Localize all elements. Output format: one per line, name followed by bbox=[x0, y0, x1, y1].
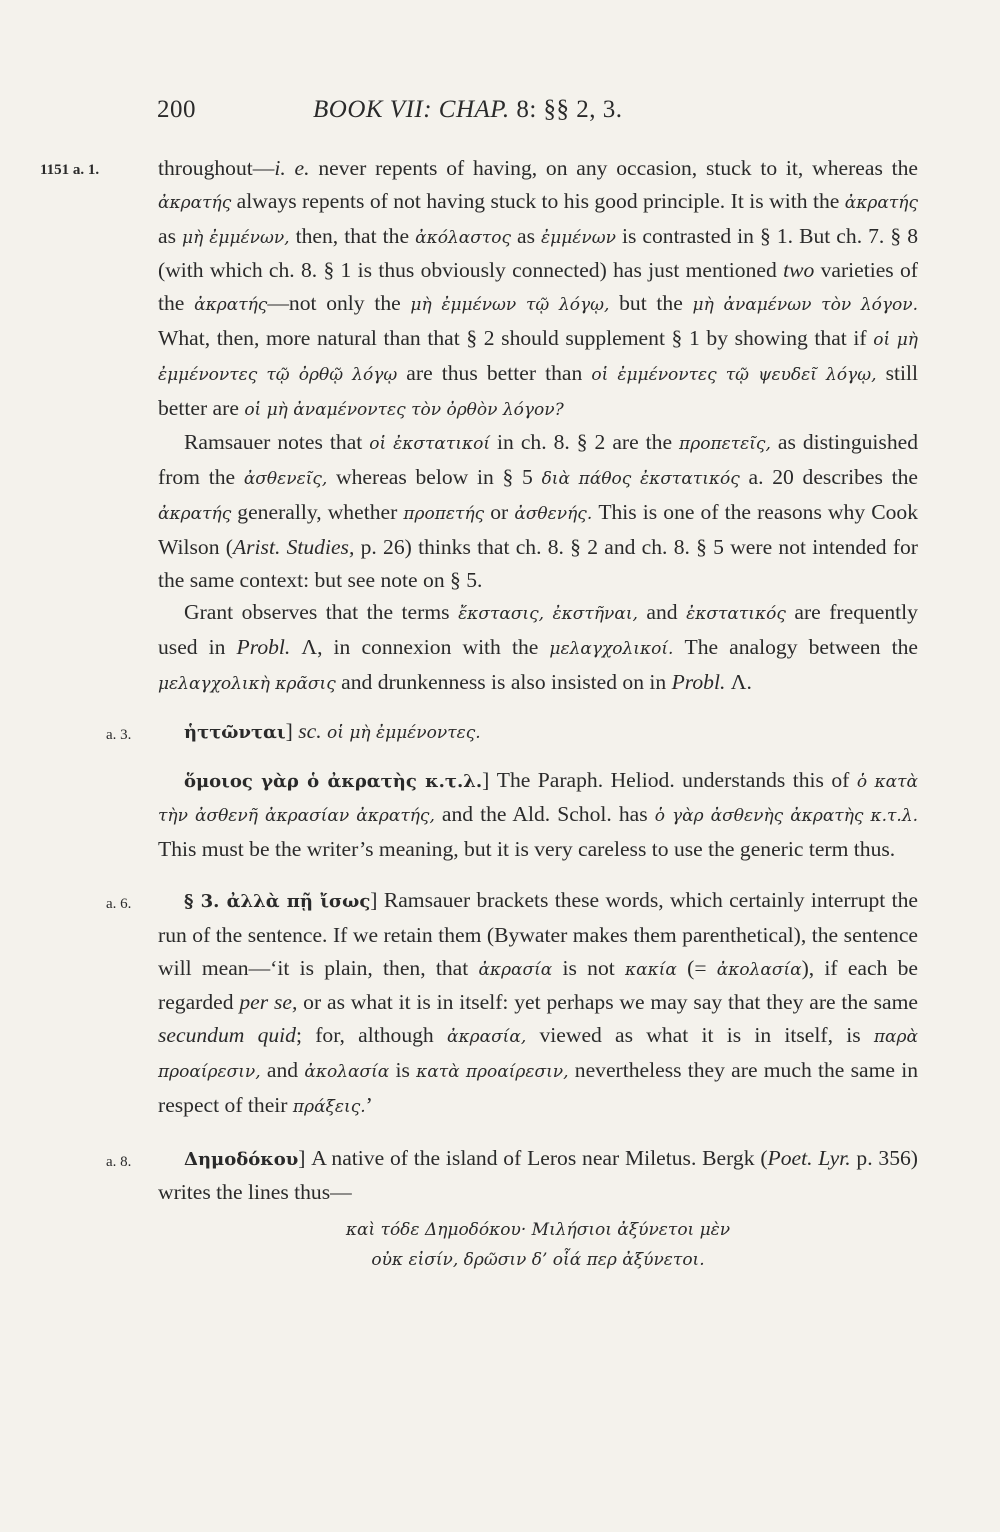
text-run: This is one of the reasons why Cook Wilson ( bbox=[158, 499, 918, 559]
running-title-section: 8: §§ 2, 3. bbox=[516, 96, 623, 123]
greek-phrase: ἀκρατής bbox=[844, 192, 918, 213]
italic-phrase: two bbox=[783, 258, 815, 283]
text-run: (= bbox=[676, 955, 717, 980]
greek-phrase: προπετεῖς, bbox=[679, 434, 771, 455]
greek-phrase: ἀσθενής. bbox=[514, 503, 593, 524]
greek-phrase: ἀσθενεῖς, bbox=[243, 469, 328, 490]
running-title bbox=[313, 96, 623, 124]
note-ramsauer-paragraph bbox=[158, 426, 918, 596]
text-run: nevertheless they are much the same in respect of their bbox=[158, 1057, 918, 1117]
note-text bbox=[158, 1142, 918, 1210]
commentary-body bbox=[40, 152, 919, 1275]
note-text bbox=[158, 884, 918, 1124]
note-homoios bbox=[158, 764, 918, 866]
greek-phrase: ὁ κατὰ τὴν ἀσθενῆ ἀκρασίαν ἀκρατής, bbox=[158, 771, 918, 827]
text-run: as bbox=[158, 223, 183, 248]
note-1151a1 bbox=[40, 152, 919, 426]
greek-phrase: μὴ ἐμμένων τῷ λόγῳ, bbox=[410, 295, 610, 316]
note-grant-paragraph bbox=[158, 596, 918, 700]
greek-phrase: ἀκολασία bbox=[716, 959, 802, 980]
greek-phrase: διὰ πάθος ἐκστατικός bbox=[541, 469, 740, 490]
greek-phrase: μὴ ἐμμένων, bbox=[182, 227, 290, 248]
text-run: ] A native of the island of Leros near Miletus. Bergk ( bbox=[298, 1145, 768, 1170]
note-text bbox=[158, 596, 918, 700]
text-run: is not bbox=[552, 955, 625, 980]
italic-phrase: Probl. bbox=[236, 635, 291, 660]
text-run: ; for, although bbox=[295, 1023, 447, 1048]
greek-phrase: μὴ ἀναμένων τὸν λόγον. bbox=[692, 295, 919, 316]
greek-phrase: ἐκστατικός bbox=[686, 604, 786, 625]
text-run: or as what it is in itself: yet perhaps we may say that they are the same bbox=[297, 990, 918, 1015]
greek-phrase: ἀκρατής bbox=[158, 192, 232, 213]
lemma-headword: § 3. ἀλλὰ πῇ ἴσως bbox=[184, 890, 371, 912]
note-a6 bbox=[106, 884, 918, 1124]
verse-line: οὐκ εἰσίν, δρῶσιν δ’ οἷά περ ἀξύνετοι. bbox=[371, 1250, 705, 1271]
note-a3 bbox=[106, 715, 918, 750]
greek-phrase: παρὰ προαίρεσιν, bbox=[158, 1027, 918, 1082]
text-run: What, then, more natural than that § 2 should supplement § 1 by showing that if bbox=[158, 325, 874, 350]
greek-phrase: ἀκολασία bbox=[304, 1061, 390, 1082]
text-run: Λ. bbox=[725, 669, 752, 694]
lemma-headword: Δημοδόκου bbox=[184, 1148, 299, 1170]
greek-phrase: μελαγχολικοί. bbox=[549, 639, 674, 660]
greek-phrase: προπετής bbox=[403, 503, 485, 524]
italic-phrase: Probl. bbox=[671, 669, 726, 694]
greek-phrase: ἔκστασις, ἐκστῆναι, bbox=[458, 604, 638, 625]
greek-phrase: ἀκρασία bbox=[478, 959, 553, 980]
text-run: never repents of having, on any occasion, stuck to it, whereas the bbox=[309, 156, 919, 180]
text-run: is contrasted in § 1. But ch. 7. § 8 (with which ch. 8. § 1 is thus obviously connected) has just mentioned bbox=[158, 223, 918, 283]
text-run: then, that the bbox=[289, 223, 416, 248]
line-reference: a. 8. bbox=[106, 1153, 132, 1170]
text-run: Λ, in connexion with the bbox=[290, 635, 550, 660]
note-text bbox=[158, 715, 918, 750]
line-reference: a. 3. bbox=[106, 726, 132, 743]
greek-phrase: ἀκρατής bbox=[194, 295, 268, 316]
greek-phrase: οἱ ἐκστατικοί bbox=[369, 434, 491, 455]
text-run: as bbox=[510, 223, 542, 248]
text-run: and bbox=[637, 600, 687, 625]
text-run: is bbox=[389, 1057, 417, 1082]
text-run: are frequently used in bbox=[158, 600, 918, 660]
greek-phrase: πράξεις. bbox=[292, 1096, 366, 1117]
line-reference: 1151 a. 1. bbox=[40, 162, 100, 178]
text-run: p. 356) writes the lines thus— bbox=[158, 1145, 919, 1205]
greek-phrase: ἀκρατής bbox=[158, 503, 232, 524]
note-text bbox=[158, 426, 918, 596]
greek-phrase: οἱ μὴ ἐμμένοντες τῷ ὀρθῷ λόγῳ bbox=[158, 329, 918, 385]
italic-phrase: Arist. Studies, bbox=[232, 534, 355, 559]
text-run: p. 26) thinks that ch. 8. § 2 and ch. 8. § 5 were not intended for the same context: but see note on § 5. bbox=[158, 534, 918, 592]
text-run: but the bbox=[609, 291, 693, 316]
text-run: or bbox=[484, 499, 515, 524]
text-run: The analogy between the bbox=[673, 635, 918, 660]
note-text bbox=[158, 764, 918, 866]
verse-quotation bbox=[158, 1215, 918, 1275]
italic-phrase: per se, bbox=[239, 990, 298, 1015]
text-run: whereas below in § 5 bbox=[327, 465, 542, 490]
text-run: and the Ald. Schol. has bbox=[434, 802, 655, 827]
greek-phrase: ἀκρασία, bbox=[446, 1027, 527, 1048]
greek-phrase: μελαγχολικὴ κρᾶσις bbox=[158, 673, 336, 694]
lemma-headword: ὅμοιος γὰρ ὁ ἀκρατὴς κ.τ.λ. bbox=[184, 770, 483, 792]
text-run: ), if each be regarded bbox=[158, 955, 918, 1015]
greek-phrase: ἐμμένων bbox=[541, 227, 616, 248]
text-run: as distinguished from the bbox=[158, 430, 919, 490]
italic-phrase: Poet. Lyr. bbox=[767, 1145, 851, 1170]
page-number: 200 bbox=[157, 96, 196, 123]
running-title-italic: BOOK VII: CHAP. bbox=[313, 96, 510, 123]
text-run: —not only the bbox=[267, 291, 411, 316]
note-text bbox=[158, 152, 918, 426]
line-reference: a. 6. bbox=[106, 895, 132, 912]
text-run: throughout— bbox=[158, 156, 275, 180]
text-run: Grant observes that the terms bbox=[184, 600, 459, 625]
text-run: viewed as what it is in itself, is bbox=[526, 1023, 874, 1048]
italic-phrase: i. e. bbox=[274, 156, 310, 180]
greek-phrase: οἱ ἐμμένοντες τῷ ψευδεῖ λόγῳ, bbox=[591, 364, 877, 385]
text-run: ] Ramsauer brackets these words, which certainly interrupt the run of the sentence. If we retain them (Bywater makes them parenthetical), the sentence will mean—‘it is plain, then, that bbox=[158, 887, 918, 980]
text-run: Ramsauer notes that bbox=[184, 430, 370, 455]
greek-phrase: οἱ μὴ ἀναμένοντες τὸν ὀρθὸν λόγον? bbox=[244, 399, 564, 420]
text-run: always repents of not having stuck to his good principle. It is with the bbox=[231, 188, 845, 213]
text-run: ’ bbox=[365, 1092, 373, 1117]
italic-phrase: secundum quid bbox=[158, 1023, 296, 1048]
text-run: generally, whether bbox=[231, 499, 404, 524]
text-run: still better are bbox=[158, 360, 918, 420]
greek-phrase: κακία bbox=[624, 959, 677, 980]
greek-phrase: ἀκόλαστος bbox=[415, 227, 511, 248]
greek-phrase: κατὰ προαίρεσιν, bbox=[416, 1061, 569, 1082]
text-run: ] The Paraph. Heliod. understands this of bbox=[482, 767, 857, 792]
note-a8 bbox=[106, 1142, 919, 1210]
verse-line: καὶ τόδε Δημοδόκου· Μιλήσιοι ἀξύνετοι μὲν bbox=[345, 1220, 731, 1241]
lemma-headword: ἡττῶνται bbox=[184, 721, 286, 743]
italic-phrase: sc. bbox=[298, 718, 322, 743]
text-run: and bbox=[260, 1057, 305, 1082]
text-run: This must be the writer’s meaning, but it is very careless to use the generic term thus. bbox=[158, 837, 896, 862]
greek-phrase: οἱ μὴ ἐμμένοντες. bbox=[327, 722, 481, 743]
text-run: a. 20 describes the bbox=[739, 465, 918, 490]
text-run: are thus better than bbox=[397, 360, 592, 385]
text-run: and drunkenness is also insisted on in bbox=[335, 669, 672, 694]
greek-phrase: ὁ γὰρ ἀσθενὴς ἀκρατὴς κ.τ.λ. bbox=[654, 806, 919, 827]
text-run: in ch. 8. § 2 are the bbox=[490, 430, 680, 455]
text-run: varieties of the bbox=[158, 258, 918, 316]
text-run: ] bbox=[285, 718, 299, 743]
